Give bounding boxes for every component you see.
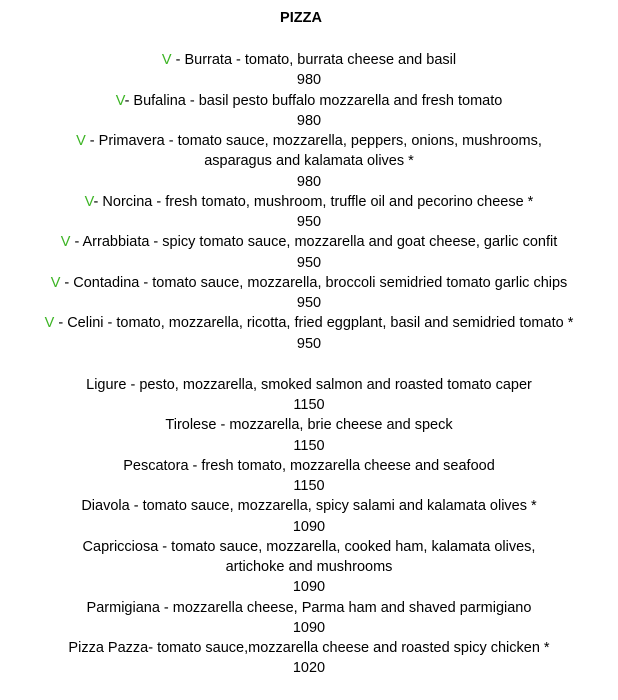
menu-item-capricciosa [0,537,618,598]
menu-item-norcina [0,192,618,233]
item-description: V - Primavera - tomato sauce, mozzarella, peppers, onions, mushrooms, [76,133,542,149]
vegetarian-mark: V [115,92,125,109]
menu-item-arrabbiata [0,232,618,273]
menu-item-primavera [0,131,618,192]
item-price: 980 [296,173,322,190]
item-price: 1090 [292,579,326,596]
pizza-menu-list [0,50,618,679]
menu-item-ligure [0,375,618,416]
section-spacer [0,354,618,375]
item-description: V- Bufalina - basil pesto buffalo mozzarella and fresh tomato [115,92,503,109]
item-description: V - Burrata - tomato, burrata cheese and basil [161,52,457,68]
item-price: 1090 [292,518,326,535]
item-price: 1020 [292,660,326,677]
item-description: Diavola - tomato sauce, mozzarella, spicy salami and kalamata olives * [81,498,537,515]
item-price: 1090 [292,619,326,636]
item-description: Pescatora - fresh tomato, mozzarella cheese and seafood [123,457,495,474]
item-description: V- Norcina - fresh tomato, mushroom, truffle oil and pecorino cheese * [84,193,534,210]
item-description-continued: asparagus and kalamata olives * [204,153,414,170]
item-price: 950 [296,335,322,352]
menu-item-pizza-pazza [0,638,618,679]
menu-item-contadina [0,273,618,314]
item-price: 980 [296,72,322,89]
vegetarian-mark: V [76,133,86,149]
item-description: V - Celini - tomato, mozzarella, ricotta, fried eggplant, basil and semidried tomato * [44,315,574,332]
menu-item-tirolese [0,415,618,456]
item-price: 1150 [293,437,325,454]
item-description: Parmigiana - mozzarella cheese, Parma ham and shaved parmigiano [86,599,532,616]
menu-item-parmigiana [0,598,618,639]
item-description: Pizza Pazza- tomato sauce,mozzarella cheese and roasted spicy chicken * [68,640,550,656]
item-price: 950 [296,214,322,230]
menu-item-celini [0,313,618,354]
item-price: 980 [296,112,322,129]
item-description: V - Contadina - tomato sauce, mozzarella, broccoli semidried tomato garlic chips [50,274,568,291]
vegetarian-mark: V [161,52,172,68]
item-description: Ligure - pesto, mozzarella, smoked salmon and roasted tomato caper [86,376,532,393]
item-description: V - Arrabbiata - spicy tomato sauce, mozzarella and goat cheese, garlic confit [60,234,558,251]
item-description: Tirolese - mozzarella, brie cheese and speck [165,417,453,434]
vegetarian-mark: V [84,193,94,210]
vegetarian-mark: V [50,274,61,291]
item-price: 1150 [293,397,325,413]
menu-item-burrata [0,50,618,91]
menu-item-diavola [0,496,618,537]
non-vegetarian-items [0,375,618,679]
item-description: Capricciosa - tomato sauce, mozzarella, cooked ham, kalamata olives, [82,538,536,555]
item-description-continued: artichoke and mushrooms [225,559,393,575]
item-price: 1150 [293,478,325,494]
vegetarian-mark: V [60,234,71,251]
vegetarian-mark: V [44,315,55,332]
menu-title: PIZZA [280,10,322,26]
menu-item-pescatora [0,456,618,497]
vegetarian-items [0,50,618,354]
item-price: 950 [296,254,322,271]
item-price: 950 [296,295,322,311]
menu-item-bufalina [0,91,618,132]
